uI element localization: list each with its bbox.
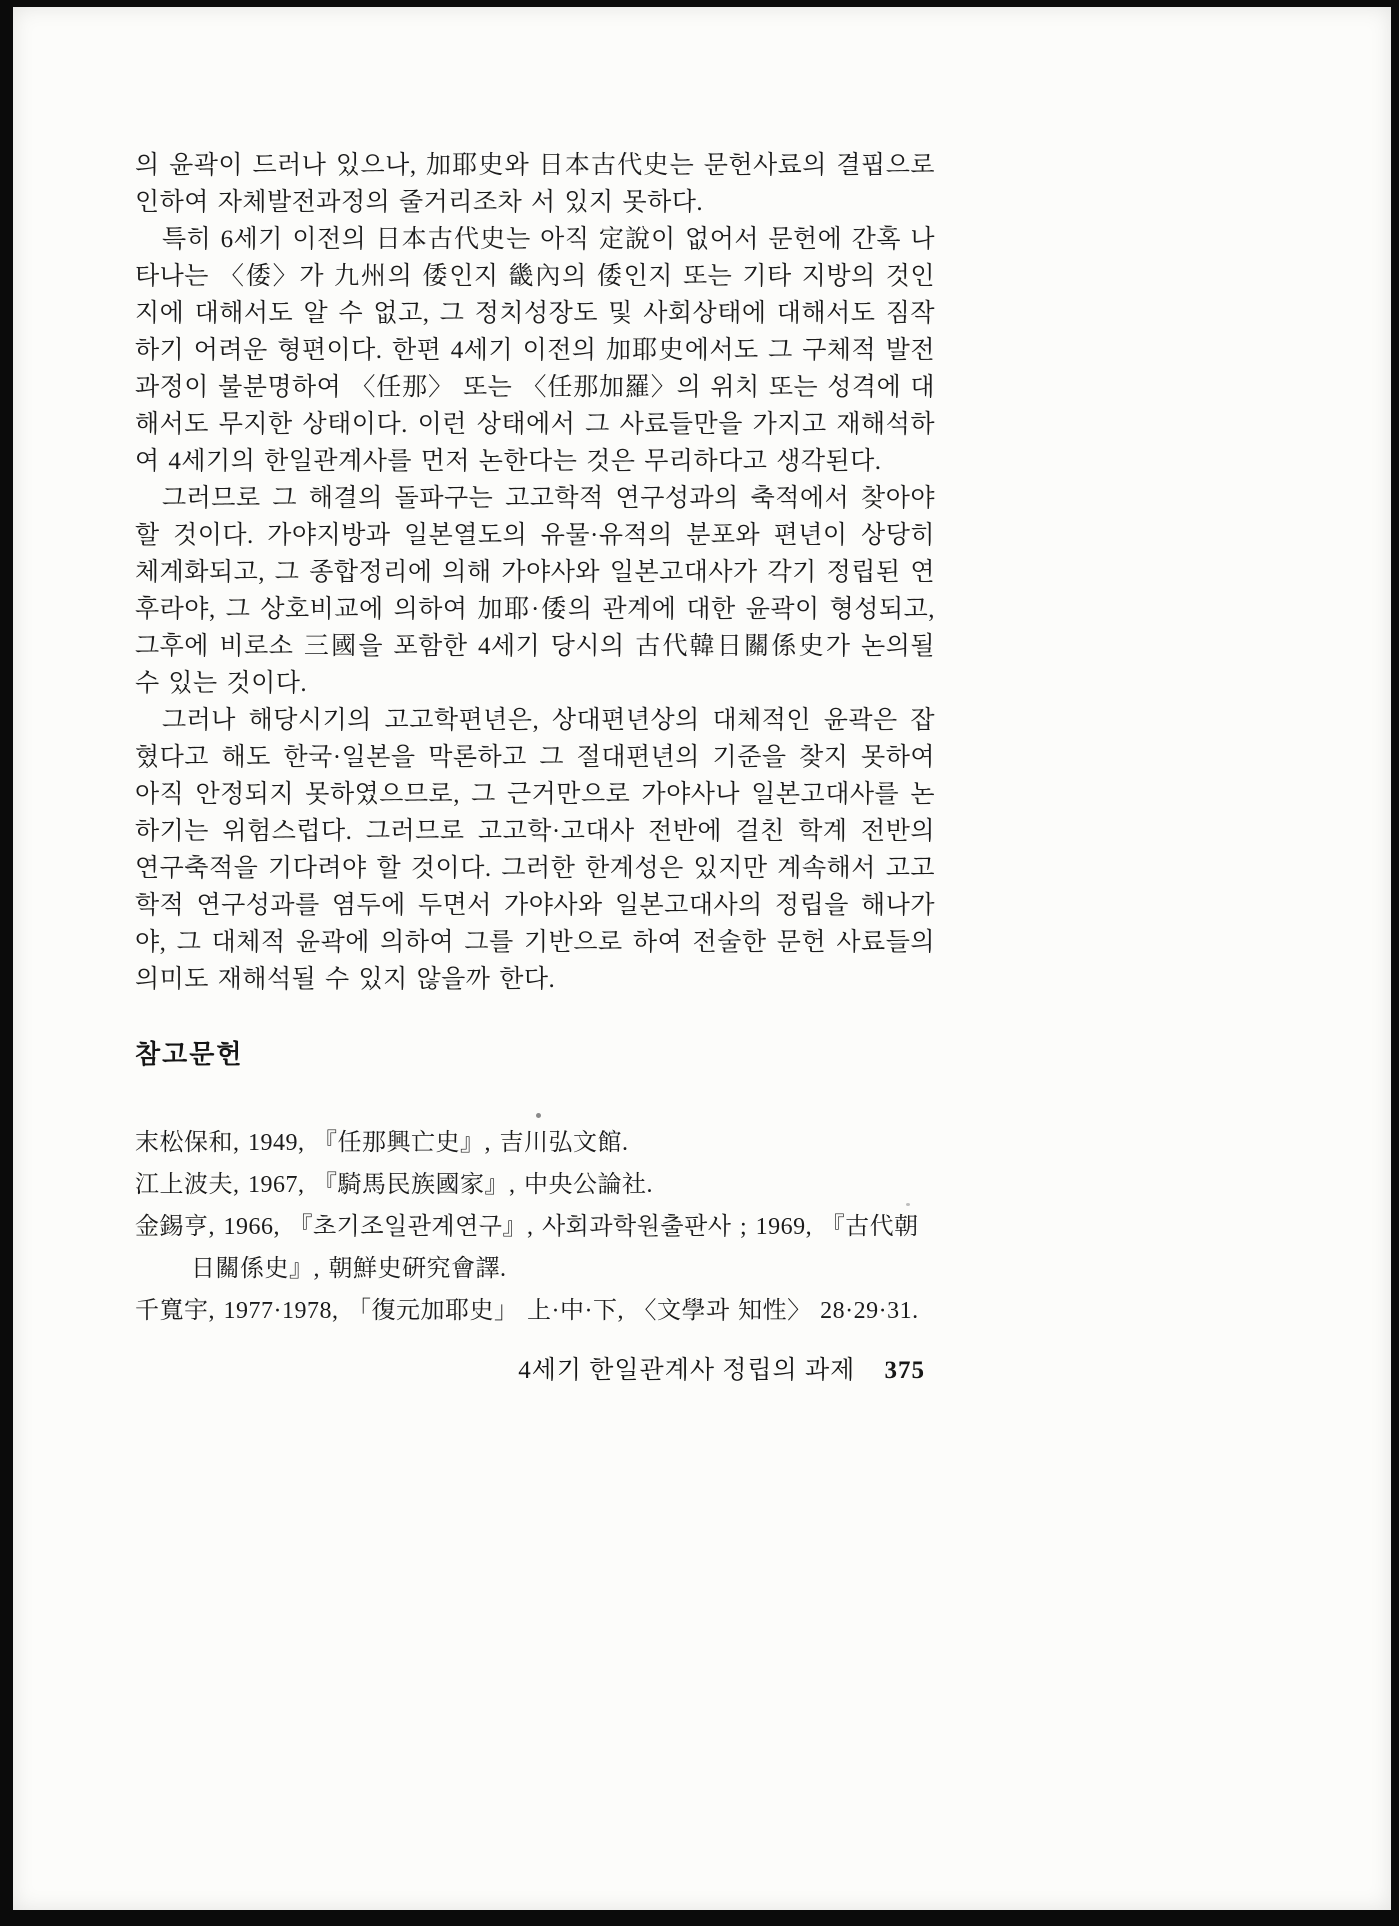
scan-speck — [906, 1203, 910, 1206]
page-footer — [135, 1350, 935, 1386]
references-heading: 참고문헌 — [135, 1039, 244, 1069]
paragraph: 그러므로 그 해결의 돌파구는 고고학적 연구성과의 축적에서 찾아야 할 것이다. 가야지방과 일본열도의 유물·유적의 분포와 편년이 상당히 체계화되고, 그 종합정리에 의해 가야사와 일본고대사가 각기 정립된 연후라야, 그 상호비교에 의하여 加耶·倭의 관계에 대한 윤곽이 형성되고, 그후에 비로소 三國을 포함한 4세기 당시의 古代韓日關係史가 논의될 수 있는 것이다. — [135, 485, 935, 697]
scanned-book-page — [13, 7, 1391, 1910]
page-content — [135, 147, 935, 1386]
paragraph: 특히 6세기 이전의 日本古代史는 아직 定說이 없어서 문헌에 간혹 나타나는 〈倭〉가 九州의 倭인지 畿內의 倭인지 또는 기타 지방의 것인지에 대해서도 알 수 없고, 그 정치성장도 및 사회상태에 대해서도 짐작하기 어려운 형편이다. 한편 4세기 이전의 加耶史에서도 그 구체적 발전과정이 불분명하여 〈任那〉 또는 〈任那加羅〉의 위치 또는 성격에 대해서도 무지한 상태이다. 이런 상태에서 그 사료들만을 가지고 재해석하여 4세기의 한일관계사를 먼저 논한다는 것은 무리하다고 생각된다. — [135, 226, 935, 475]
references-list — [135, 1122, 935, 1332]
reference-entry: 末松保和, 1949, 『任那興亡史』, 吉川弘文館. — [135, 1130, 629, 1156]
reference-entry: 江上波夫, 1967, 『騎馬民族國家』, 中央公論社. — [135, 1172, 653, 1198]
body-text — [135, 147, 935, 998]
reference-entry: 金錫亨, 1966, 『초기조일관계연구』, 사회과학원출판사 ; 1969, 『古代朝日關係史』, 朝鮮史硏究會譯. — [135, 1214, 919, 1282]
paragraph-continuation: 의 윤곽이 드러나 있으나, 加耶史와 日本古代史는 문헌사료의 결핍으로 인하여 자체발전과정의 줄거리조차 서 있지 못하다. — [135, 152, 935, 216]
paragraph: 그러나 해당시기의 고고학편년은, 상대편년상의 대체적인 윤곽은 잡혔다고 해도 한국·일본을 막론하고 그 절대편년의 기준을 찾지 못하여 아직 안정되지 못하였으므로, 그 근거만으로 가야사나 일본고대사를 논하기는 위험스럽다. 그러므로 고고학·고대사 전반에 걸친 학계 전반의 연구축적을 기다려야 할 것이다. 그러한 한계성은 있지만 계속해서 고고학적 연구성과를 염두에 두면서 가야사와 일본고대사의 정립을 해나가야, 그 대체적 윤곽에 의하여 그를 기반으로 하여 전술한 문헌 사료들의 의미도 재해석될 수 있지 않을까 한다. — [135, 707, 935, 993]
scan-speck — [536, 1113, 541, 1118]
page-number: 375 — [884, 1357, 925, 1384]
reference-entry: 千寬宇, 1977·1978, 「復元加耶史」 上·中·下, 〈文學과 知性〉 28·29·31. — [135, 1298, 919, 1324]
running-title: 4세기 한일관계사 정립의 과제 — [518, 1357, 856, 1384]
